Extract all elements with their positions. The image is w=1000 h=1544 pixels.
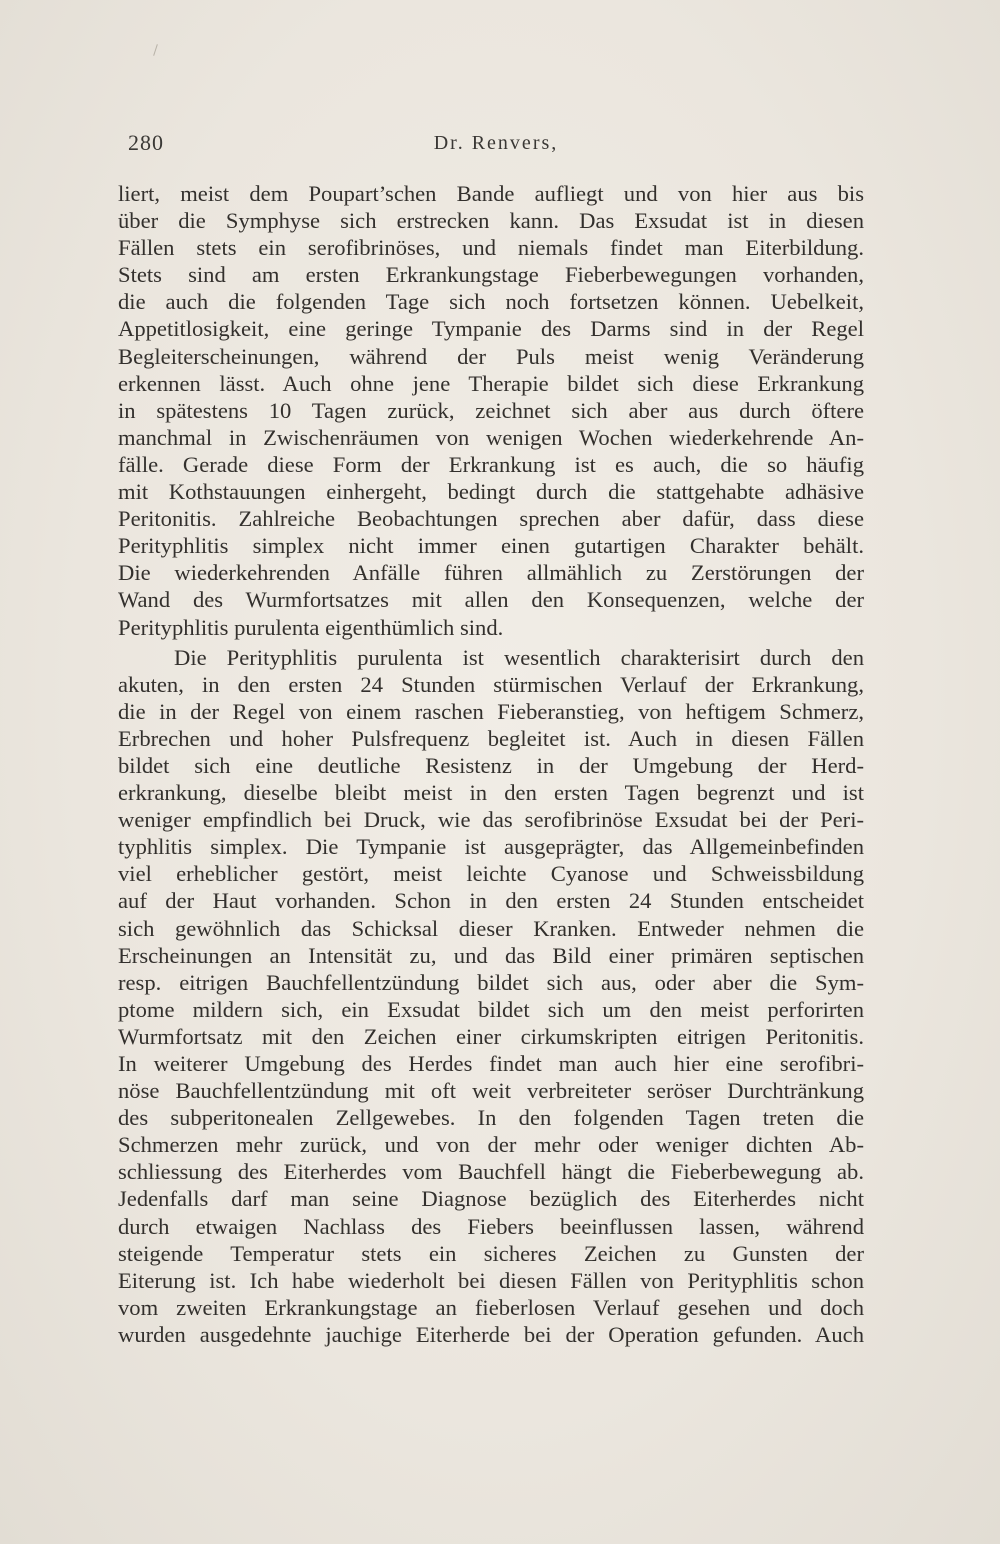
text-line: liert, meist dem Poupart’schen Bande aufliegt und von hier aus bis: [118, 181, 864, 206]
text-line: in spätestens 10 Tagen zurück, zeichnet sich aber aus durch öftere: [118, 397, 864, 423]
text-line: weniger empfindlich bei Druck, wie das serofibrinöse Exsudat bei der Peri-: [118, 807, 864, 833]
text-line: schliessung des Eiterherdes vom Bauchfell hängt die Fieberbewegung ab.: [118, 1159, 864, 1185]
text-line: sich gewöhnlich das Schicksal dieser Kranken. Entweder nehmen die: [118, 915, 864, 941]
text-line: akuten, in den ersten 24 Stunden stürmischen Verlauf der Erkrankung,: [118, 671, 864, 697]
running-head: Dr. Renvers,: [433, 132, 559, 154]
text-line: auf der Haut vorhanden. Schon in den ersten 24 Stunden entscheidet: [118, 888, 864, 914]
paragraph: [118, 644, 864, 1348]
page-header: [128, 130, 864, 160]
text-line: ptome mildern sich, ein Exsudat bildet sich um den meist perforirten: [118, 996, 864, 1022]
text-line: In weiterer Umgebung des Herdes findet man auch hier eine serofibri-: [118, 1051, 864, 1076]
page-number: 280: [128, 130, 164, 155]
text-line: bildet sich eine deutliche Resistenz in der Umgebung der Herd-: [118, 752, 864, 778]
text-line: Erscheinungen an Intensität zu, und das Bild einer primären septischen: [118, 942, 864, 968]
text-line: fälle. Gerade diese Form der Erkrankung ist es auch, die so häufig: [118, 451, 864, 477]
text-line: die auch die folgenden Tage sich noch fortsetzen können. Uebelkeit,: [118, 289, 864, 315]
text-line: mit Kothstauungen einhergeht, bedingt durch die stattgehabte adhäsive: [118, 479, 864, 505]
text-line: viel erheblicher gestört, meist leichte Cyanose und Schweissbildung: [118, 861, 864, 887]
text-line: wurden ausgedehnte jauchige Eiterherde bei der Operation gefunden. Auch: [118, 1321, 864, 1347]
text-line: vom zweiten Erkrankungstage an fieberlosen Verlauf gesehen und doch: [118, 1294, 864, 1320]
text-line: Perityphlitis purulenta eigenthümlich sind.: [118, 614, 504, 640]
text-line: Appetitlosigkeit, eine geringe Tympanie des Darms sind in der Regel: [118, 316, 864, 342]
text-line: erkennen lässt. Auch ohne jene Therapie bildet sich diese Erkrankung: [118, 370, 864, 396]
text-line: erkrankung, dieselbe bleibt meist in den ersten Tagen begrenzt und ist: [118, 780, 864, 806]
stray-pencil-mark: [153, 44, 158, 56]
text-line: durch etwaigen Nachlass des Fiebers beeinflussen lassen, während: [118, 1213, 864, 1239]
text-line: Peritonitis. Zahlreiche Beobachtungen sprechen aber dafür, dass diese: [118, 506, 864, 532]
text-line: die in der Regel von einem raschen Fieberanstieg, von heftigem Schmerz,: [118, 698, 864, 724]
text-line: typhlitis simplex. Die Tympanie ist ausgeprägter, das Allgemeinbefinden: [118, 834, 864, 860]
text-line: über die Symphyse sich erstrecken kann. Das Exsudat ist in diesen: [118, 208, 864, 234]
text-line: resp. eitrigen Bauchfellentzündung bildet sich aus, oder aber die Sym-: [118, 969, 864, 995]
text-line: Stets sind am ersten Erkrankungstage Fieberbewegungen vorhanden,: [118, 262, 864, 288]
text-line: Perityphlitis simplex nicht immer einen gutartigen Charakter behält.: [118, 533, 864, 559]
paragraph: [118, 180, 864, 641]
body-text: [118, 180, 864, 1348]
text-line: Eiterung ist. Ich habe wiederholt bei diesen Fällen von Perityphlitis schon: [118, 1267, 864, 1293]
text-line: Jedenfalls darf man seine Diagnose bezüglich des Eiterherdes nicht: [118, 1186, 864, 1212]
text-line: Wand des Wurmfortsatzes mit allen den Konsequenzen, welche der: [118, 587, 864, 613]
text-line: Die wiederkehrenden Anfälle führen allmählich zu Zerstörungen der: [118, 560, 864, 586]
text-line: manchmal in Zwischenräumen von wenigen Wochen wiederkehrende An-: [118, 424, 864, 450]
text-line: Die Perityphlitis purulenta ist wesentlich charakterisirt durch den: [174, 644, 864, 670]
text-line: Fällen stets ein serofibrinöses, und niemals findet man Eiterbildung.: [118, 235, 864, 261]
text-line: Erbrechen und hoher Pulsfrequenz begleitet ist. Auch in diesen Fällen: [118, 725, 864, 751]
text-line: nöse Bauchfellentzündung mit oft weit verbreiteter seröser Durchtränkung: [118, 1078, 864, 1104]
text-line: Begleiterscheinungen, während der Puls meist wenig Veränderung: [118, 343, 864, 369]
text-line: Wurmfortsatz mit den Zeichen einer cirkumskripten eitrigen Peritonitis.: [118, 1023, 864, 1049]
text-line: steigende Temperatur stets ein sicheres Zeichen zu Gunsten der: [118, 1240, 864, 1266]
text-line: des subperitonealen Zellgewebes. In den folgenden Tagen treten die: [118, 1105, 864, 1131]
text-line: Schmerzen mehr zurück, und von der mehr oder weniger dichten Ab-: [118, 1132, 864, 1158]
